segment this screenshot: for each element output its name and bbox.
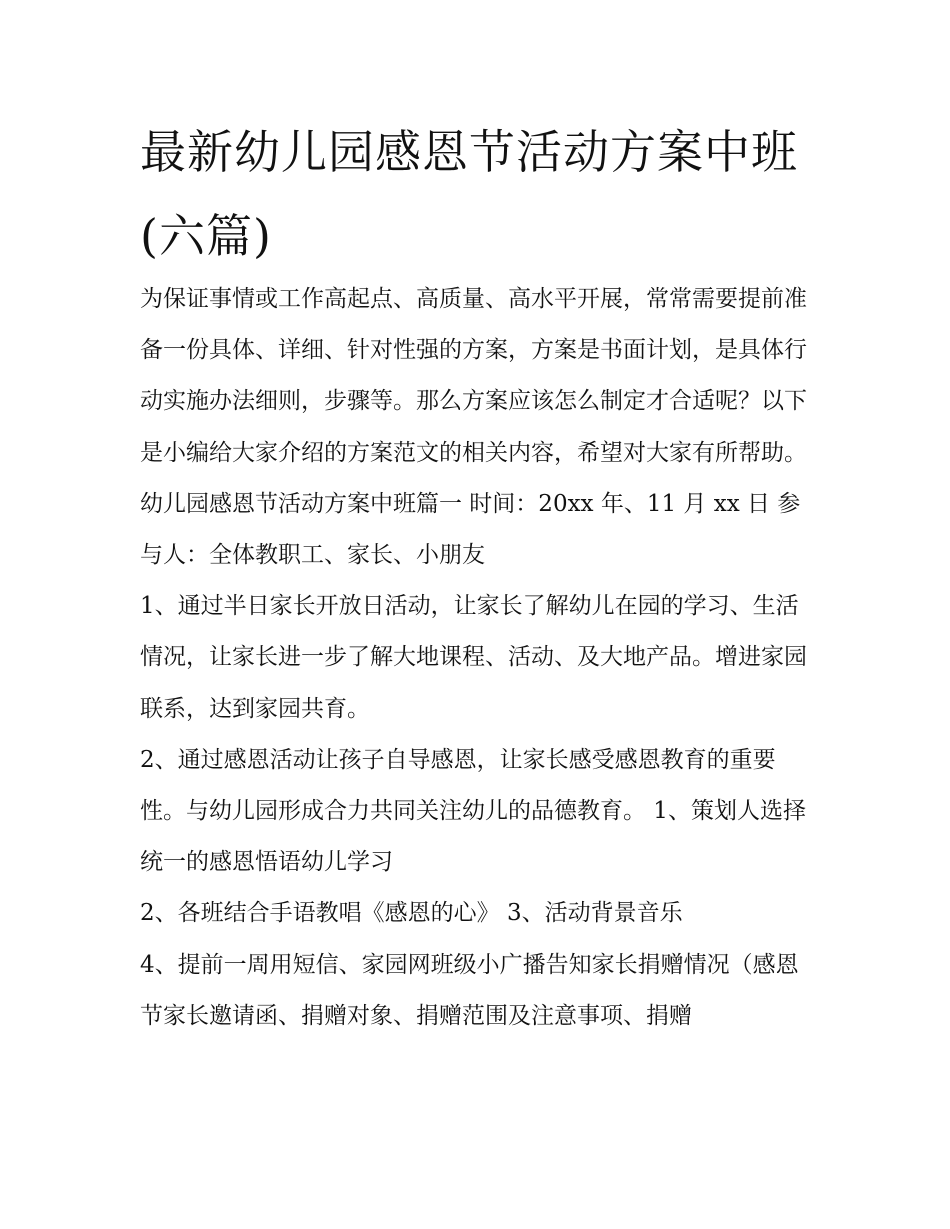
document-title: 最新幼儿园感恩节活动方案中班(六篇)	[140, 125, 798, 263]
paragraph-time-participants: 幼儿园感恩节活动方案中班篇一 时间：20xx 年、11 月 xx 日 参与人：全体教职工、家长、小朋友	[140, 490, 801, 569]
paragraph-prep-2-3: 2、各班结合手语教唱《感恩的心》 3、活动背景音乐	[140, 900, 683, 927]
paragraph-prep-4: 4、提前一周用短信、家园网班级小广播告知家长捐赠情况（感恩节家长邀请函、捐赠对象、捐赠范围及注意事项、捐赠	[140, 951, 799, 1029]
paragraph-intro: 为保证事情或工作高起点、高质量、高水平开展，常常需要提前准备一份具体、详细、针对性强的方案，方案是书面计划，是具体行动实施办法细则，步骤等。那么方案应该怎么制定才合适呢？以下是小编给大家介绍的方案范文的相关内容，希望对大家有所帮助。	[140, 286, 807, 466]
document-body	[140, 274, 816, 1042]
paragraph-goal-1: 1、通过半日家长开放日活动，让家长了解幼儿在园的学习、生活情况，让家长进一步了解大地课程、活动、及大地产品。增进家园联系，达到家园共育。	[140, 593, 807, 722]
paragraph-goal-2: 2、通过感恩活动让孩子自导感恩，让家长感受感恩教育的重要性。与幼儿园形成合力共同关注幼儿的品德教育。 1、策划人选择统一的感恩悟语幼儿学习	[140, 746, 806, 876]
